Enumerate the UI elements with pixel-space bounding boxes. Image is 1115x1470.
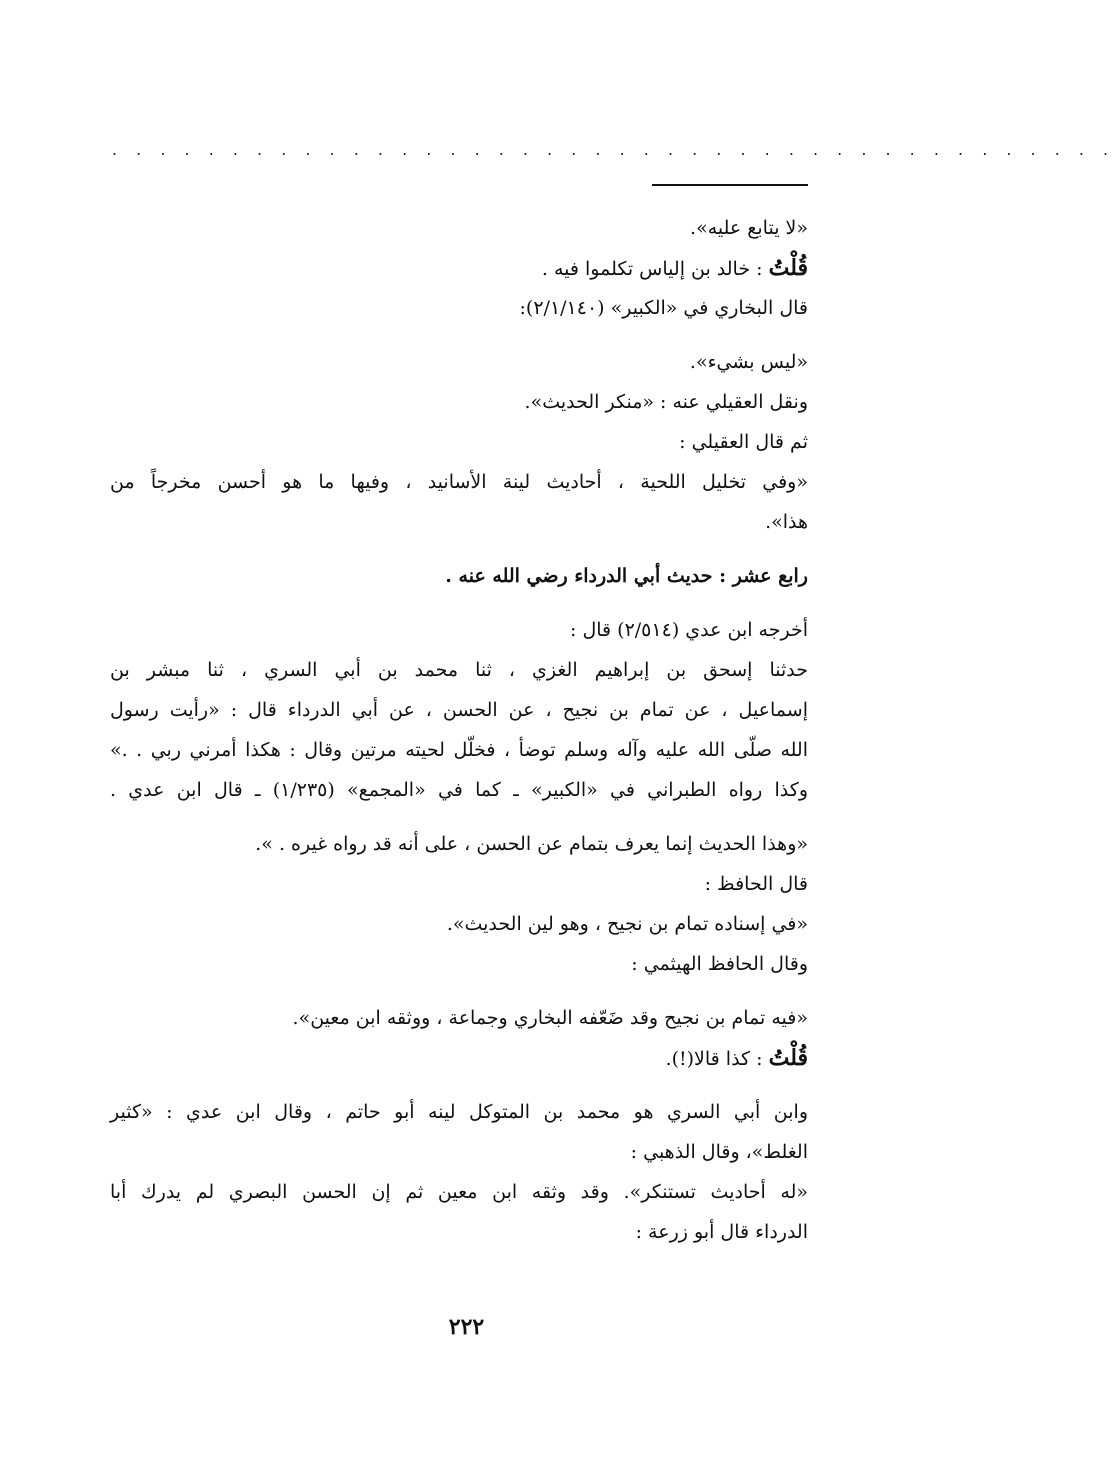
text-line: «في إسناده تمام بن نجيح ، وهو لين الحديث». <box>446 913 808 935</box>
text-line: «له أحاديث تستنكر». وقد وثقه ابن معين ثم إن الحسن البصري لم يدرك أبا <box>110 1181 808 1203</box>
text-line: وقال الحافظ الهيثمي : <box>631 953 808 975</box>
text-line: هذا». <box>765 511 808 533</box>
paragraph-gap <box>110 596 808 610</box>
qultu-label: قُلْتُ <box>768 1045 808 1071</box>
text-line: «لا يتابع عليه». <box>690 217 808 239</box>
text-line: إسماعيل ، عن تمام بن نجيح ، عن الحسن ، عن أبي الدرداء قال : «رأيت رسول <box>110 699 808 721</box>
paragraph-gap <box>110 1078 808 1092</box>
text-line: قال الحافظ : <box>704 873 808 895</box>
text-line: الله صلّى الله عليه وآله وسلم توضأ ، فخلّل لحيته مرتين وقال : هكذا أمرني ربي . .» <box>110 739 808 761</box>
text-line: الغلط»، وقال الذهبي : <box>630 1141 808 1163</box>
text-line: الدرداء قال أبو زرعة : <box>635 1221 808 1243</box>
text-line: قال البخاري في «الكبير» (٢/١/١٤٠): <box>519 297 808 319</box>
page-text <box>110 208 808 1252</box>
text-line: ونقل العقيلي عنه : «منكر الحديث». <box>524 391 808 413</box>
text-line <box>110 1038 808 1078</box>
text-line: حدثنا إسحق بن إبراهيم الغزي ، ثنا محمد بن أبي السري ، ثنا مبشر بن <box>110 659 808 681</box>
text-line: ثم قال العقيلي : <box>679 431 808 453</box>
qultu-label: قُلْتُ <box>768 255 808 281</box>
text-span: : خالد بن إلياس تكلموا فيه . <box>541 258 763 280</box>
text-line: وكذا رواه الطبراني في «الكبير» ـ كما في «المجمع» (١/٢٣٥) ـ قال ابن عدي . <box>110 779 809 801</box>
paragraph-gap <box>110 810 808 824</box>
paragraph-gap <box>110 984 808 998</box>
text-line <box>110 248 808 288</box>
paragraph-gap <box>110 542 808 556</box>
text-line: «وفي تخليل اللحية ، أحاديث لينة الأسانيد ، وفيها ما هو أحسن مخرجاً من <box>110 471 808 493</box>
paragraph-gap <box>110 328 808 342</box>
text-line: «ليس بشيء». <box>689 351 808 373</box>
text-span: : كذا قالا(!). <box>665 1048 763 1070</box>
text-line: «فيه تمام بن نجيح وقد ضَعّفه البخاري وجماعة ، ووثقه ابن معين». <box>292 1007 808 1029</box>
text-line: «وهذا الحديث إنما يعرف بتمام عن الحسن ، على أنه قد رواه غيره . ». <box>255 833 808 855</box>
page-number: ٢٢٢ <box>448 1314 485 1340</box>
text-line: وابن أبي السري هو محمد بن المتوكل لينه أبو حاتم ، وقال ابن عدي : «كثير <box>110 1101 808 1123</box>
section-heading: رابع عشر : حديث أبي الدرداء رضي الله عنه . <box>445 565 808 587</box>
dotted-separator: . . . . . . . . . . . . . . . . . . . . . . . . . . . . . . . . . . . . . . . . . . <box>112 140 1115 159</box>
text-line: أخرجه ابن عدي (٢/٥١٤) قال : <box>570 619 808 641</box>
footnote-rule <box>652 184 808 186</box>
